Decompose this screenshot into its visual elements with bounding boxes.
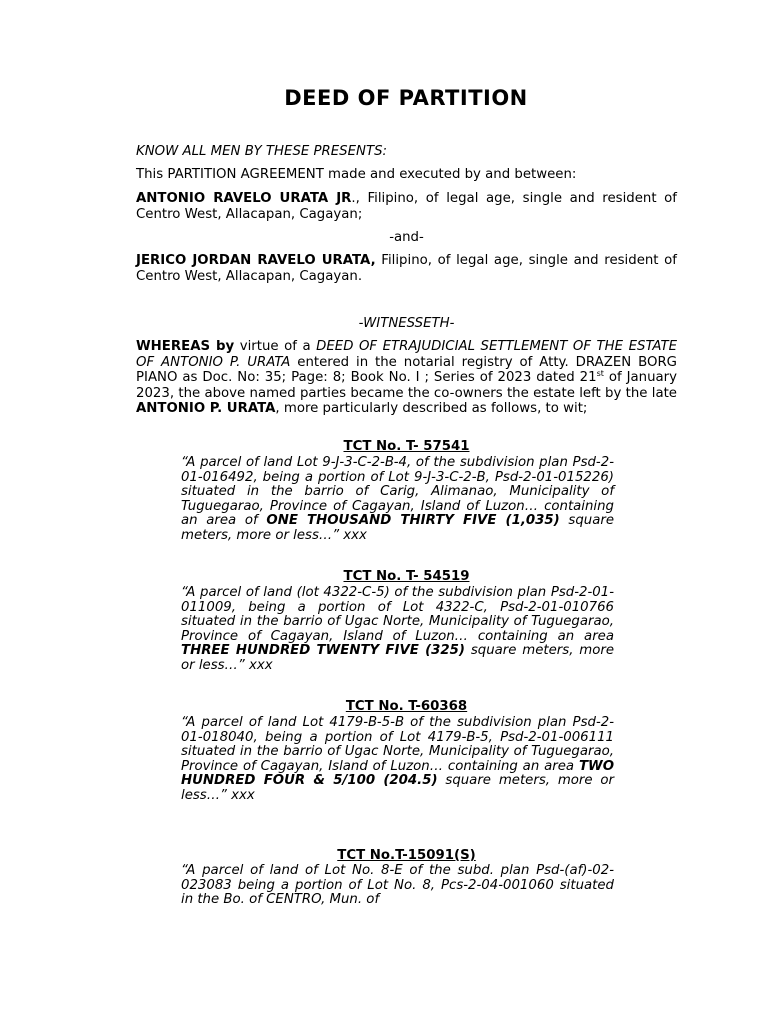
parcel-text: “A parcel of land Lot 9-J-3-C-2-B-4, of the subdivision plan Psd-2-01-016492, being a portion of Lot 9-J-3-C-2-B, Psd-2-01-015226) situated in the barrio of Carig, Alimanao, Municipality of Tuguegarao, Province of Cagayan, Island of Luzon… containing an area of: [181, 455, 614, 528]
whereas-text-4: , more particularly described as follows, to wit;: [275, 401, 588, 416]
tct-heading: TCT No. T-60368: [345, 699, 468, 714]
parcel-area: ONE THOUSAND THIRTY FIVE (1,035): [266, 513, 560, 528]
whereas-lead: WHEREAS by: [136, 339, 235, 354]
parcel-tail: square meters, more or less…” xxx: [181, 513, 614, 543]
parcel-text: “A parcel of land Lot 4179-B-5-B of the subdivision plan Psd-2-01-018040, being a portion of Lot 4179-B-5, Psd-2-01-006111 situated in the barrio of Ugac Norte, Municipality of Tuguegarao, Province of Cagayan, Island of Luzon… containing an area: [181, 715, 614, 774]
parcel-area: TWO HUNDRED FOUR & 5/100 (204.5): [181, 758, 614, 788]
whereas-text-2: entered in the notarial registry of Atty. DRAZEN BORG PIANO as Doc. No: 35; Page: 8; Book No. I ; Series of 2023 dated 21: [136, 354, 677, 385]
preamble: This PARTITION AGREEMENT made and executed by and between:: [136, 167, 577, 182]
witnesseth-heading: -WITNESSETH-: [358, 316, 455, 331]
decedent-name: ANTONIO P. URATA: [136, 401, 276, 416]
whereas-text-3: of January 2023, the above named parties became the co-owners the estate left by the late: [136, 370, 677, 401]
parcel-description: [181, 716, 614, 803]
parcel-area: THREE HUNDRED TWENTY FIVE (325): [181, 643, 465, 658]
parcel-description: [181, 864, 614, 908]
parcel-text: “A parcel of land (lot 4322-C-5) of the subdivision plan Psd-2-01-011009, being a portion of Lot 4322-C, Psd-2-01-010766 situated in the barrio of Ugac Norte, Municipality of Tuguegarao, Province of Cagayan, Island of Luzon… containing an area: [181, 585, 614, 644]
second-party-name: JERICO JORDAN RAVELO URATA,: [136, 253, 376, 268]
tct-heading: TCT No. T- 54519: [343, 569, 470, 584]
first-party-name: ANTONIO RAVELO URATA JR: [136, 191, 352, 206]
parcel-tail: square meters, more or less…” xxx: [181, 643, 614, 673]
parcel-description: [181, 586, 614, 673]
parcel-description: [181, 456, 614, 543]
whereas-paragraph: [136, 339, 677, 417]
tct-heading: TCT No.T-15091(S): [337, 848, 476, 863]
deed-reference: DEED OF ETRAJUDICIAL SETTLEMENT OF THE ESTATE OF ANTONIO P. URATA: [136, 339, 677, 370]
whereas-text-1: virtue of a: [234, 339, 317, 354]
parcel-tail: square meters, more or less…” xxx: [181, 773, 614, 803]
first-party-details: ., Filipino, of legal age, single and resident of Centro West, Allacapan, Cagayan;: [136, 191, 677, 222]
greeting: KNOW ALL MEN BY THESE PRESENTS:: [136, 144, 388, 159]
and-separator: -and-: [389, 230, 424, 245]
second-party-paragraph: [136, 253, 677, 284]
tct-heading: TCT No. T- 57541: [343, 439, 470, 454]
second-party-details: Filipino, of legal age, single and resident of Centro West, Allacapan, Cagayan.: [136, 253, 677, 284]
parcel-text: “A parcel of land of Lot No. 8-E of the subd. plan Psd-(af)-02-023083 being a portion of Lot No. 8, Pcs-2-04-001060 situated in the Bo. of CENTRO, Mun. of: [181, 863, 614, 907]
date-ordinal-suffix: st: [596, 369, 604, 378]
first-party-paragraph: [136, 191, 677, 222]
document-title: DEED OF PARTITION: [284, 86, 528, 110]
